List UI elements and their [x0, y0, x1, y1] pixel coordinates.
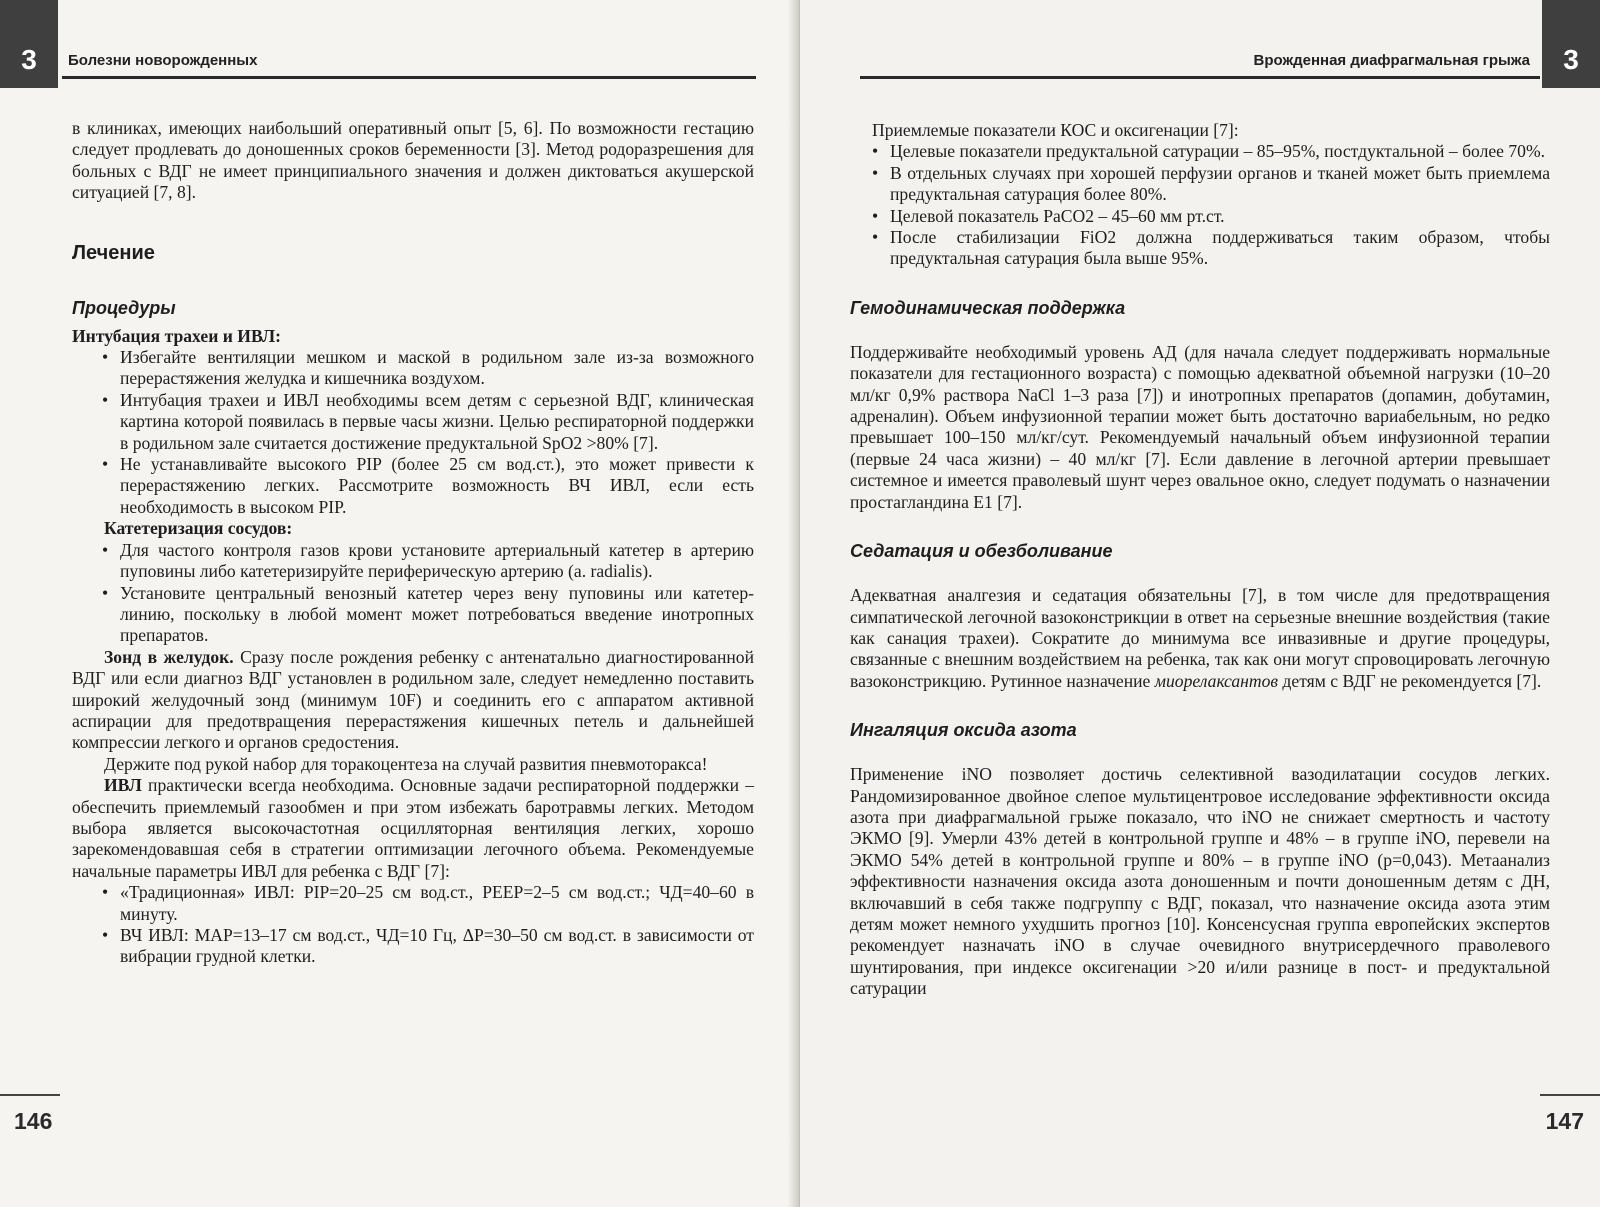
intubation-heading: Интубация трахеи и ИВЛ:	[72, 325, 281, 346]
sedation-text: Адекватная аналгезия и седатация обязательны [7], в том числе для предотвращения симпатической легочной вазоконстрикции в ответ на серьезные внешние воздействия (такие как санация трахеи). Сократите до минимума все инвазивные и другие процедуры, связанные с внешним воздействием на ребенка, так как они могут спровоцировать легочную вазоконстрикцию. Рутинное назначение	[850, 585, 1550, 691]
list-item: • «Традиционная» ИВЛ: PIP=20–25 см вод.ст., PEEP=2–5 см вод.ст.; ЧД=40–60 в минуту.	[72, 882, 754, 925]
footer-rule	[1540, 1094, 1600, 1096]
sedation-paragraph	[850, 585, 1550, 692]
section-title: Лечение	[72, 241, 155, 264]
intubation-list	[72, 347, 754, 518]
list-item: • В отдельных случаях при хорошей перфузии органов и тканей может быть приемлема предуктальная сатурация более 80%.	[872, 163, 1550, 206]
footer-rule	[0, 1094, 60, 1096]
running-head: Болезни новорожденных	[68, 52, 258, 69]
nitric-oxide-text: Применение iNO позволяет достичь селективной вазодилатации сосудов легких. Рандомизированное двойное слепое мультицентровое исследование эффективности оксида азота при диафрагмальной грыже показало, что iNO не снижает смертность и частоту ЭКМО [9]. Умерли 43% детей в контрольной группе и 48% – в группе iNO, перевели на ЭКМО 54% детей в контрольной группе и 80% – в группе iNO (p=0,043). Метаанализ эффективности назначения оксида азота доношенным и почти доношенным детям с ДН, включавший в себя также подгруппу с ВДГ, показал, что назначение оксида азота этим детям может немного ухудшить прогноз [10]. Консенсусная группа европейских экспертов рекомендует назначать iNO в случае очевидного внутрисердечного праволевого шунтирования, при индексе оксигенации >20 и/или разнице в пост- и предуктальной сатурации	[850, 764, 1550, 999]
thoracocentesis-note: Держите под рукой набор для торакоцентеза на случай развития пневмоторакса!	[104, 753, 708, 774]
gastric-tube-text: Сразу после рождения ребенку с антенатально диагностированной ВДГ или если диагноз ВДГ установлен в родильном зале, следует немедленно поставить широкий желудочный зонд (минимум 10F) и соединить его с аппаратом активной аспирации для предотвращения перерастяжения кишечных петель и дальнейшей компрессии легкого и органов средостения.	[72, 646, 755, 753]
page-number: 146	[14, 1108, 53, 1134]
sedation-title: Седатация и обезболивание	[850, 541, 1113, 562]
list-item: • ВЧ ИВЛ: MAP=13–17 см вод.ст., ЧД=10 Гц, ΔP=30–50 см вод.ст. в зависимости от вибрации грудной клетки.	[72, 925, 754, 968]
list-item: • Интубация трахеи и ИВЛ необходимы всем детям с серьезной ВДГ, клиническая картина которой появилась в первые часы жизни. Целью респираторной поддержки в родильном зале считается достижение предуктальной SpO2 >80% [7].	[72, 390, 754, 454]
left-page-body	[72, 118, 754, 968]
spacer	[850, 320, 1550, 342]
catheterization-list	[72, 540, 754, 647]
intro-paragraph: в клиниках, имеющих наибольший оперативный опыт [5, 6]. По возможности гестацию следует продлевать до доношенных сроков беременности [3]. Метод родоразрешения для больных с ВДГ не имеет принципиального значения и должен диктоваться акушерской ситуацией [7, 8].	[72, 118, 754, 203]
hemodynamic-title: Гемодинамическая поддержка	[850, 297, 1126, 318]
chapter-tab: 3	[1542, 0, 1600, 88]
list-item: • Не устанавливайте высокого PIP (более 25 см вод.ст.), это может привести к перерастяжению легких. Рассмотрите возможность ВЧ ИВЛ, если есть необходимость в высоком PIP.	[72, 454, 754, 518]
list-item: • Избегайте вентиляции мешком и маской в родильном зале из-за возможного перерастяжения желудка и кишечника воздухом.	[72, 347, 754, 390]
running-head: Врожденная диафрагмальная грыжа	[1253, 52, 1530, 69]
list-item: • Целевой показатель PaCO2 – 45–60 мм рт.ст.	[872, 206, 1550, 227]
ventilation-lead: ИВЛ	[104, 775, 142, 796]
right-page-body	[850, 120, 1550, 1000]
sedation-italic-term: миорелаксантов	[1154, 670, 1279, 691]
list-item: • Для частого контроля газов крови установите артериальный катетер в артерию пуповины либо катетеризируйте периферическую артерию (a. radialis).	[72, 540, 754, 583]
acceptable-list	[850, 141, 1550, 269]
spacer	[850, 742, 1550, 764]
header-rule	[62, 76, 756, 79]
sedation-text-end: детям с ВДГ не рекомендуется [7].	[1278, 670, 1542, 691]
ventilation-paragraph	[72, 775, 754, 882]
gastric-tube-paragraph	[72, 647, 754, 754]
ventilation-text: практически всегда необходима. Основные задачи респираторной поддержки – обеспечить приемлемый газообмен и при этом избежать баротравмы легких. Методом выбора является высокочастотная осцилляторная вентиляция легких, хорошо зарекомендовавшая себя в стратегии оптимизации легочного объема. Рекомендуемые начальные параметры ИВЛ для ребенка с ВДГ [7]:	[72, 775, 754, 881]
subsection-title: Процедуры	[72, 297, 176, 318]
list-item: • Целевые показатели предуктальной сатурации – 85–95%, постдуктальной – более 70%.	[872, 141, 1550, 162]
catheterization-heading: Катетеризация сосудов:	[104, 518, 293, 539]
nitric-oxide-title: Ингаляция оксида азота	[850, 720, 1077, 741]
page-number: 147	[1545, 1108, 1584, 1134]
right-page	[800, 0, 1600, 1207]
acceptable-lead: Приемлемые показатели КОС и оксигенации [7]:	[872, 120, 1239, 140]
spacer	[850, 563, 1550, 585]
ventilation-list	[72, 882, 754, 968]
chapter-tab: 3	[0, 0, 58, 88]
header-rule	[860, 76, 1540, 79]
list-item: • После стабилизации FiO2 должна поддерживаться таким образом, чтобы предуктальная сатурация была выше 95%.	[872, 227, 1550, 270]
gastric-tube-lead: Зонд в желудок.	[104, 646, 234, 667]
hemodynamic-text: Поддерживайте необходимый уровень АД (для начала следует поддерживать нормальные показатели для гестационного возраста) с помощью адекватной объемной нагрузки (10–20 мл/кг 0,9% раствора NaCl 1–3 раза [7]) и инотропных препаратов (допамин, добутамин, адреналин). Объем инфузионной терапии может быть достаточно вариабельным, но редко превышает 100–150 мл/кг/сут. Рекомендуемый начальный объем инфузионной терапии (первые 24 часа жизни) – 40 мл/кг [7]. Если давление в легочной артерии превышает системное и имеется праволевый шунт через овальное окно, следует подумать о назначении простагландина E1 [7].	[850, 341, 1550, 512]
list-item: • Установите центральный венозный катетер через вену пуповины или катетер-линию, поскольку в любой момент может потребоваться введение инотропных препаратов.	[72, 583, 754, 647]
